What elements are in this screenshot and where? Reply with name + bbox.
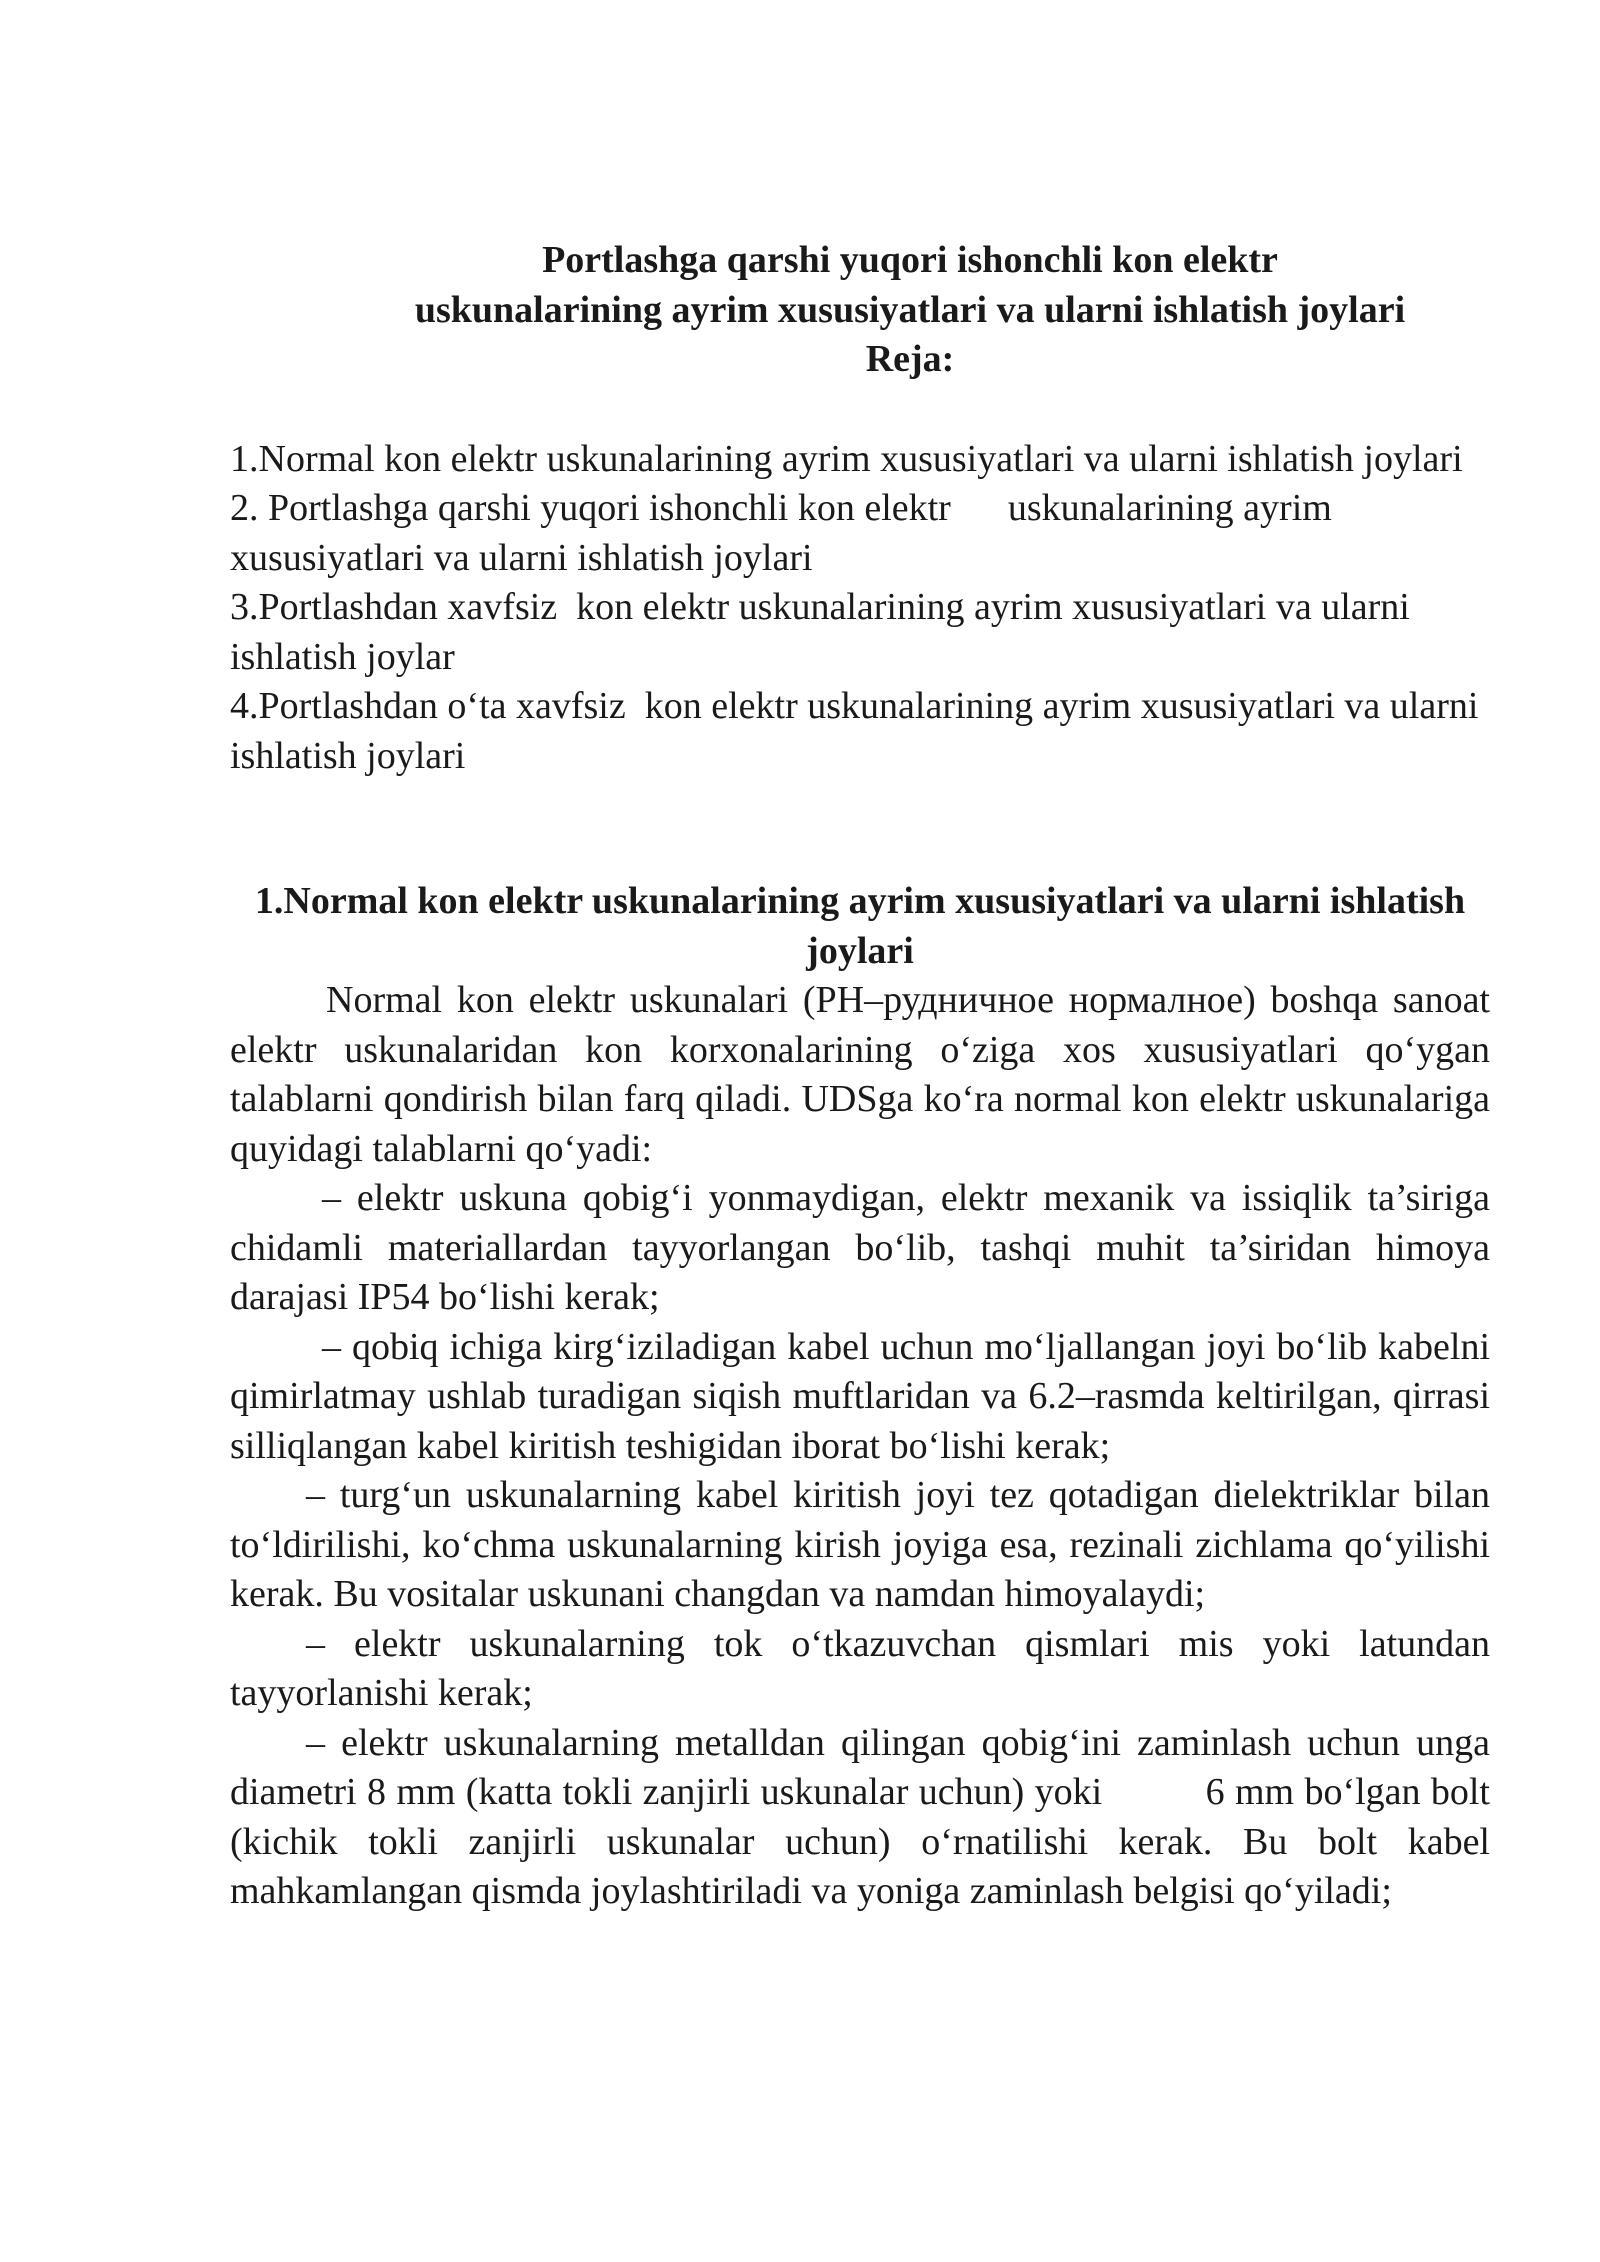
title-line-2: uskunalarining ayrim xususiyatlari va ularni ishlatish joylari [414, 288, 1406, 331]
requirement-item-3: – turg‘un uskunalarning kabel kiritish joyi tez qotadigan dielektriklar bilan to‘ldirilishi, ko‘chma uskunalarning kirish joyiga esa, rezinali zichlama qo‘yilishi kerak. Bu vositalar uskunani changdan va namdan himoyalaydi; [230, 1474, 1490, 1615]
requirement-item-2: – qobiq ichiga kirg‘iziladigan kabel uchun mo‘ljallangan joyi bo‘lib kabelni qimirlatmay ushlab turadigan siqish muftlaridan va 6.2–rasmda keltirilgan, qirrasi silliqlangan kabel kiritish teshigidan iborat bo‘lishi kerak; [230, 1325, 1490, 1467]
section-1-heading: 1.Normal kon elektr uskunalarining ayrim xususiyatlari va ularni ishlatish joylari [254, 880, 1466, 972]
document-title [230, 236, 1490, 385]
document-page [230, 236, 1500, 1917]
plan-item-4: 4.Portlashdan o‘ta xavfsiz kon elektr uskunalarining ayrim xususiyatlari va ularni ishlatish joylari [230, 685, 1488, 777]
title-line-1: Portlashga qarshi yuqori ishonchli kon elektr [542, 239, 1278, 281]
requirement-item-4: – elektr uskunalarning tok o‘tkazuvchan qismlari mis yoki latundan tayyorlanishi kerak; [230, 1622, 1490, 1714]
title-line-3-reja: Reja: [865, 338, 955, 380]
requirement-item-5: – elektr uskunalarning metalldan qilingan qobig‘ini zaminlash uchun unga diametri 8 mm (katta tokli zanjirli uskunalar uchun) yoki 6 mm bo‘lgan bolt (kichik tokli zanjirli uskunalar uchun) o‘rnatilishi kerak. Bu bolt kabel mahkamlangan qismda joylashtiriladi va yoniga zaminlash belgisi qo‘yiladi; [230, 1721, 1500, 1912]
section-1-paragraph-intro: Normal kon elektr uskunalari (PH–рудничное нормалное) boshqa sanoat elektr uskunalaridan kon korxonalarining o‘ziga xos xususiyatlari qo‘ygan talablarni qondirish bilan farq qiladi. UDSga ko‘ra normal kon elektr uskunalariga quyidagi talablarni qo‘yadi: [230, 979, 1490, 1170]
plan-item-3: 3.Portlashdan xavfsiz kon elektr uskunalarining ayrim xususiyatlari va ularni ishlatish joylar [230, 586, 1420, 678]
plan-item-1: 1.Normal kon elektr uskunalarining ayrim xususiyatlari va ularni ishlatish joylari [230, 437, 1463, 480]
plan-item-2: 2. Portlashga qarshi yuqori ishonchli kon elektr uskunalarining ayrim xususiyatlari va ularni ishlatish joylari [230, 487, 1342, 579]
requirement-item-1: – elektr uskuna qobig‘i yonmaydigan, elektr mexanik va issiqlik ta’siriga chidamli materiallardan tayyorlangan bo‘lib, tashqi muhit ta’siridan himoya darajasi IP54 bo‘lishi kerak; [230, 1177, 1490, 1318]
section-1-body [230, 976, 1500, 1917]
plan-list [230, 435, 1490, 782]
